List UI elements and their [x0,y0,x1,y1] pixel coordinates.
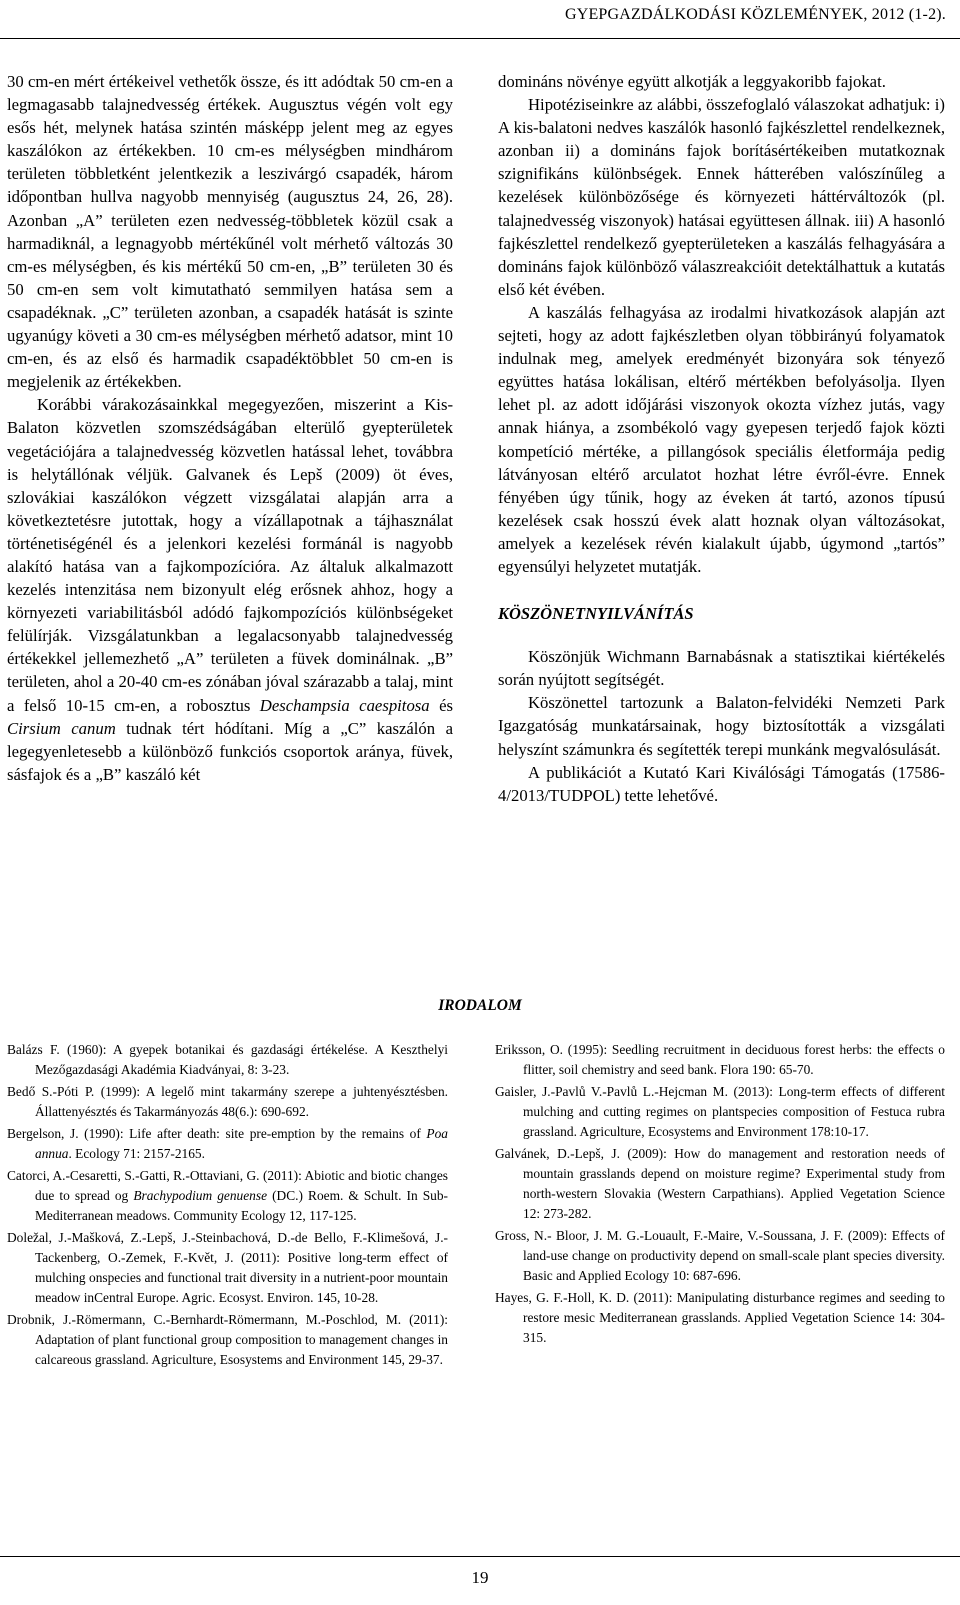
footer-divider [0,1556,960,1557]
left-text-column [7,70,453,786]
reference-item: Drobnik, J.-Römermann, C.-Bernhardt-Römermann, M.-Poschlod, M. (2011): Adaptation of plant functional group composition to management changes in calcareous grassland. Agriculture, Esosystems and Environment 145, 29-37. [7,1312,448,1367]
reference-item: Bedő S.-Póti P. (1999): A legelő mint takarmány szerepe a juhtenyésztésben. Állattenyésztés és Takarmányozás 48(6.): 690-692. [7,1084,448,1119]
reference-item: Eriksson, O. (1995): Seedling recruitment in deciduous forest herbs: the effects o flitter, soil chemistry and seed bank. Flora 190: 65-70. [495,1042,945,1077]
paragraph: domináns növénye együtt alkotják a leggyakoribb fajokat. [498,72,886,91]
reference-item: Gross, N.- Bloor, J. M. G.-Louault, F.-Maire, V.-Soussana, J. F. (2009): Effects of land-use change on productivity depend on small-scale plant species diversity. Basic and Applied Ecology 10: 687-696. [495,1228,945,1283]
reference-item: Hayes, G. F.-Holl, K. D. (2011): Manipulating disturbance regimes and seeding to restore mesic Mediterranean grasslands. Applied Vegetation Science 14: 304-315. [495,1290,945,1345]
running-header: GYEPGAZDÁLKODÁSI KÖZLEMÉNYEK, 2012 (1-2). [564,6,946,23]
species-name: Cirsium canum [7,718,116,738]
reference-item: Doležal, J.-Mašková, Z.-Lepš, J.-Steinbachová, D.-de Bello, F.-Klimešová, J.-Tackenberg, O.-Zemek, F.-Květ, J. (2011): Positive long-term effect of mulching onspecies and functional trait diversity in a nutrient-poor mountain meadow inCentral Europe. Agric. Ecosyst. Environ. 145, 10-28. [7,1230,448,1305]
reference-item: Gaisler, J.-Pavlů V.-Pavlů L.-Hejcman M. (2013): Long-term effects of different mulching and cutting regimes on plantspecies composition of Festuca rubra grassland. Agriculture, Ecosystems and Environment 178:10-17. [495,1084,945,1139]
paragraph [7,393,453,786]
paragraph: A kaszálás felhagyása az irodalmi hivatkozások alapján azt sejteti, hogy az adott fajkészletben olyan többirányú folyamatok indulnak meg, amelyek eredményét bizonyára sok tényező együttes hatása lokálisan, eltérő mértékben befolyásolja. Ilyen lehet pl. az adott időjárási viszonyok okozta vízhez jutás, vagy annak hiánya, a zsombékoló vagy gyepesen terjedő fajok közti kompetíció mértéke, a pillangósok speciális életformája pedig látványosan eltérő arculatot hozhat létre évről-évre. Ennek fényében úgy tűnik, hogy az éveken át tartó, azonos típusú kezelések csak hosszú évek alatt hoznak olyan változásokat, amelyek a kezelések révén kialakult újabb, úgymond „tartós” egyensúlyi helyzetet mutatják. [498,302,945,576]
acknowledgement: A publikációt a Kutató Kari Kiválósági Támogatás (17586-4/2013/TUDPOL) tette lehetővé. [498,762,945,805]
reference-item: Galvánek, D.-Lepš, J. (2009): How do management and restoration needs of mountain grasslands depend on moisture regime? Experimental study from north-western Slovakia (Western Carpathians). Applied Vegetation Science 12: 273-282. [495,1146,945,1221]
acknowledgement: Köszönjük Wichmann Barnabásnak a statisztikai kiértékelés során nyújtott segítségét. [498,647,945,690]
paragraph-text: tudnak tért hódítani. Míg a „C” kaszálón a legegyenletesebb a különböző funkciós csoportok aránya, füvek, sásfajok és a „B” kaszáló két [7,718,453,784]
paragraph-text: és [429,695,453,715]
right-text-column [498,70,945,807]
acknowledgements-heading: KÖSZÖNETNYILVÁNÍTÁS [498,604,694,624]
header-divider [0,38,960,39]
reference-item: Catorci, A.-Cesaretti, S.-Gatti, R.-Ottaviani, G. (2011): Abiotic and biotic changes due to spread og Brachypodium genuense (DC.) Roem. & Schult. In Sub-Mediterranean meadows. Community Ecology 12, 117-125. [7,1168,448,1223]
references-heading: IRODALOM [438,997,522,1014]
species-name: Deschampsia caespitosa [259,695,430,715]
acknowledgement: Köszönettel tartozunk a Balaton-felvidéki Nemzeti Park Igazgatóság munkatársainak, hogy biztosították a vizsgálati helyszínt számunkra és segítették terepi munkánk megvalósulását. [498,693,945,759]
paragraph: Hipotéziseinkre az alábbi, összefoglaló válaszokat adhatjuk: i) A kis-balatoni nedves kaszálók hasonló fajkészlettel rendelkeznek, azonban ii) a domináns fajok borításértékeiben mutatkoznak szignifikáns különbségek. Ennek hátterében valószínűleg a kezelések különbözősége és környezeti háttérváltozók (pl. talajnedvesség viszonyok) hatásai együttesen állnak. iii) A hasonló fajkészlettel rendelkező gyepterületeken a kaszálás felhagyására a domináns fajok különböző válaszreakcióit detektálhattuk a kutatás első két évében. [498,95,945,299]
references-left-column [7,1040,448,1372]
page-number: 19 [471,1568,489,1587]
reference-item: Balázs F. (1960): A gyepek botanikai és gazdasági értékelése. A Keszthelyi Mezőgazdasági Akadémia Kiadványai, 8: 3-23. [7,1042,448,1077]
reference-item: Bergelson, J. (1990): Life after death: site pre-emption by the remains of Poa annua. Ecology 71: 2157-2165. [7,1126,448,1161]
paragraph-text: Korábbi várakozásainkkal megegyezően, miszerint a Kis-Balaton közvetlen szomszédságában elterülő gyepterületek vegetációjára a talajnedvesség közvetlen hatással lehet, továbbra is helytállónak véljük. Galvanek és Lepš (2009) öt éves, szlovákiai kaszálókon végzett vizsgálatai alapján arra a következtetésre jutottak, hogy a vízállapotnak a tájhasználat történetiségénél és a jelenkori kezelési formánál is nagyobb alakító hatása van a fajkompozícióra. Az általuk alkalmazott kezelés intenzitása nem bizonyult elég erősnek ahhoz, hogy a környezeti variabilitásból adódó fajkompozíciós különbségeket felülírják. Vizsgálatunkban a legalacsonyabb talajnedvesség értékekkel jellemezhető „A” területen a füvek dominálnak. „B” területen, ahol a 20-40 cm-es zónában jóval szárazabb a talaj, mint a felső 10-15 cm-en, a robosztus [7,395,453,715]
references-right-column [495,1040,945,1350]
paragraph: 30 cm-en mért értékeivel vethetők össze, és itt adódtak 50 cm-en a legmagasabb talajnedvesség értékek. Augusztus végén volt egy esős hét, melynek hatása szintén másképp jelent meg az egyes kaszálókon az értékekben. 10 cm-es mélységben mindhárom területen többletként jelentkezik a leszivárgó csapadék, három időpontban hullva nagyobb mennyiség (augusztus 24, 26, 28). Azonban „A” területen ezen nedvesség-többletek közül csak a harmadiknál, a legnagyobb mértékűnél volt mérhető változás 30 cm-es mélységben, és kis mértékű 50 cm-en, „B” területen 30 és 50 cm-en sem volt kimutatható semmilyen hatása sem a csapadéknak. „C” területen azonban, a csapadék hatását is szinte ugyanúgy követi a 30 cm-es mélységben mérhető adatsor, mint 10 cm-en, és az első és harmadik csapadéktöbblet 50 cm-en is megjelenik az értékekben. [7,72,453,392]
